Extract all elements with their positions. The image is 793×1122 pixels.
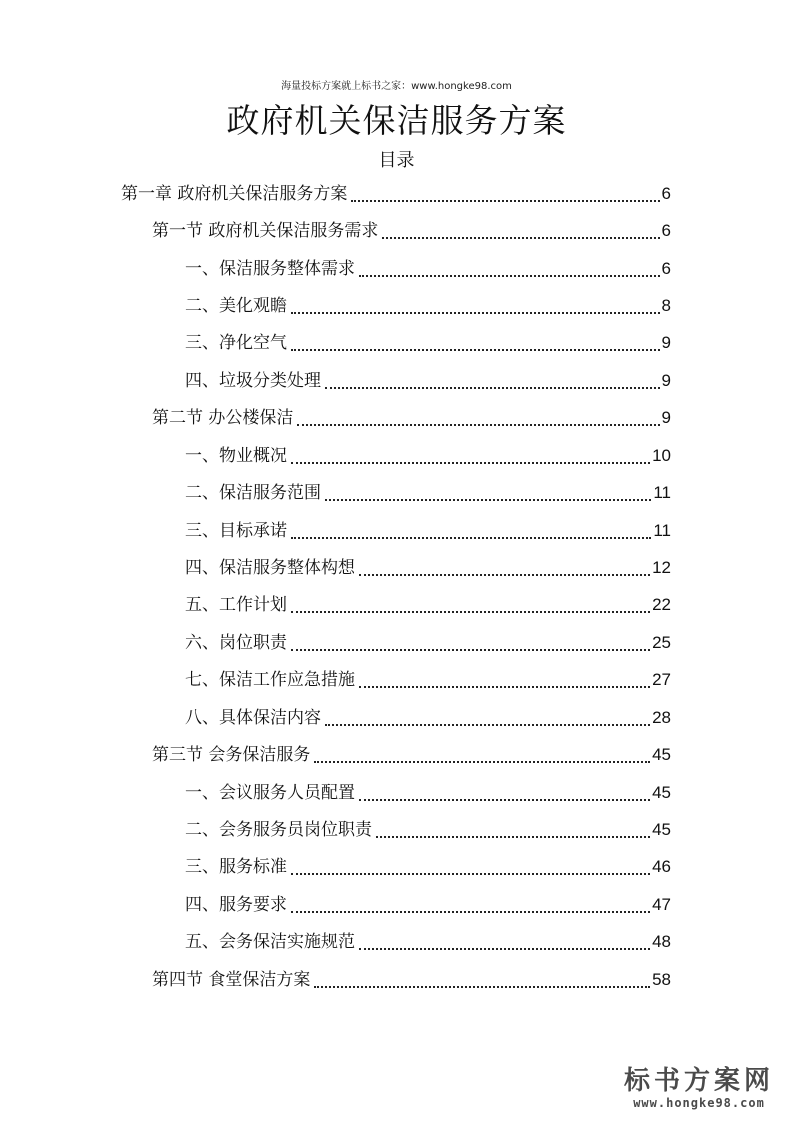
toc-leader-dots	[359, 666, 650, 688]
toc-entry-page: 28	[652, 708, 671, 727]
toc-entry-label: 第二节 办公楼保洁	[152, 408, 294, 428]
toc-entry-page: 45	[652, 783, 671, 802]
toc-entry[interactable]	[185, 886, 671, 916]
toc-entry[interactable]	[185, 848, 671, 878]
toc-entry-page: 12	[652, 558, 671, 577]
toc-entry-label: 五、会务保洁实施规范	[185, 932, 355, 952]
watermark-url: www.hongke98.com	[633, 1096, 765, 1110]
toc-entry[interactable]	[185, 774, 671, 804]
toc-entry-page: 25	[652, 633, 671, 652]
toc-entry[interactable]	[185, 661, 671, 691]
toc-entry-page: 10	[652, 446, 671, 465]
watermark-name: 标书方案网	[623, 1066, 774, 1096]
toc-leader-dots	[291, 442, 650, 464]
toc-leader-dots	[291, 591, 650, 613]
toc-entry[interactable]	[152, 736, 671, 766]
toc-entry-label: 二、保洁服务范围	[185, 483, 321, 503]
toc-leader-dots	[359, 255, 660, 277]
toc-entry-label: 八、具体保洁内容	[185, 708, 321, 728]
toc-entry-page: 48	[652, 932, 671, 951]
toc-entry-label: 六、岗位职责	[185, 633, 287, 653]
toc-entry[interactable]	[185, 923, 671, 953]
toc-leader-dots	[291, 629, 650, 651]
toc-entry-page: 47	[652, 895, 671, 914]
toc-leader-dots	[359, 928, 650, 950]
toc-leader-dots	[359, 554, 650, 576]
toc-leader-dots	[291, 329, 660, 351]
toc-entry-label: 四、服务要求	[185, 895, 287, 915]
toc-leader-dots	[325, 367, 660, 389]
toc-entry-label: 三、服务标准	[185, 857, 287, 877]
toc-entry[interactable]	[185, 699, 671, 729]
toc-entry-page: 22	[652, 595, 671, 614]
toc-entry-page: 6	[661, 221, 671, 240]
toc-entry[interactable]	[185, 250, 671, 280]
toc-heading: 目录	[378, 150, 415, 171]
toc-entry-label: 第一章 政府机关保洁服务方案	[121, 184, 348, 204]
toc-entry[interactable]	[185, 362, 671, 392]
header-note: 海量投标方案就上标书之家：www.hongke98.com	[281, 81, 512, 92]
toc-entry-page: 9	[661, 408, 671, 427]
toc-entry[interactable]	[185, 586, 671, 616]
toc-entry[interactable]	[185, 549, 671, 579]
toc-entry[interactable]	[152, 961, 671, 991]
toc-entry-page: 9	[661, 371, 671, 390]
toc-entry-label: 五、工作计划	[185, 595, 287, 615]
watermark-logo	[619, 1066, 779, 1110]
toc-entry-label: 四、保洁服务整体构想	[185, 558, 355, 578]
toc-entry-label: 四、垃圾分类处理	[185, 371, 321, 391]
toc-entry[interactable]	[185, 437, 671, 467]
toc-entry-label: 第三节 会务保洁服务	[152, 745, 311, 765]
toc-entry-page: 45	[652, 745, 671, 764]
toc-leader-dots	[382, 217, 659, 239]
toc-leader-dots	[291, 292, 660, 314]
toc-leader-dots	[291, 517, 651, 539]
toc-entry-label: 二、会务服务员岗位职责	[185, 820, 372, 840]
toc-entry-page: 6	[661, 184, 671, 203]
toc-entry-label: 第四节 食堂保洁方案	[152, 970, 311, 990]
toc-leader-dots	[359, 779, 650, 801]
toc-entry[interactable]	[185, 474, 671, 504]
toc-leader-dots	[291, 853, 650, 875]
toc-leader-dots	[351, 180, 659, 202]
toc-entry-label: 一、物业概况	[185, 446, 287, 466]
toc-entry-label: 一、会议服务人员配置	[185, 783, 355, 803]
document-title: 政府机关保洁服务方案	[226, 101, 567, 140]
toc-entry-page: 11	[653, 521, 671, 540]
toc-entry[interactable]	[185, 811, 671, 841]
toc-leader-dots	[297, 404, 659, 426]
toc-entry-label: 三、目标承诺	[185, 521, 287, 541]
toc-entry[interactable]	[185, 512, 671, 542]
toc-entry[interactable]	[185, 624, 671, 654]
toc-leader-dots	[376, 816, 650, 838]
toc-entry-page: 46	[652, 857, 671, 876]
toc-entry-page: 27	[652, 670, 671, 689]
toc-entry[interactable]	[152, 212, 671, 242]
toc-entry-page: 11	[653, 483, 671, 502]
toc-leader-dots	[314, 966, 650, 988]
toc-entry-page: 58	[652, 970, 671, 989]
toc-entry-label: 七、保洁工作应急措施	[185, 670, 355, 690]
toc-entry[interactable]	[185, 287, 671, 317]
toc-entry-label: 三、净化空气	[185, 333, 287, 353]
toc-leader-dots	[314, 741, 650, 763]
toc-entry[interactable]	[185, 324, 671, 354]
toc-leader-dots	[325, 479, 651, 501]
toc-entry-page: 6	[661, 259, 671, 278]
toc-entry-page: 8	[661, 296, 671, 315]
toc-leader-dots	[325, 704, 650, 726]
toc-entry-page: 9	[661, 333, 671, 352]
toc-leader-dots	[291, 891, 650, 913]
toc-entry-label: 第一节 政府机关保洁服务需求	[152, 221, 379, 241]
toc-entry[interactable]	[121, 175, 671, 205]
toc-entry-label: 二、美化观瞻	[185, 296, 287, 316]
toc-entry-page: 45	[652, 820, 671, 839]
toc-entry-label: 一、保洁服务整体需求	[185, 259, 355, 279]
toc-entry[interactable]	[152, 399, 671, 429]
